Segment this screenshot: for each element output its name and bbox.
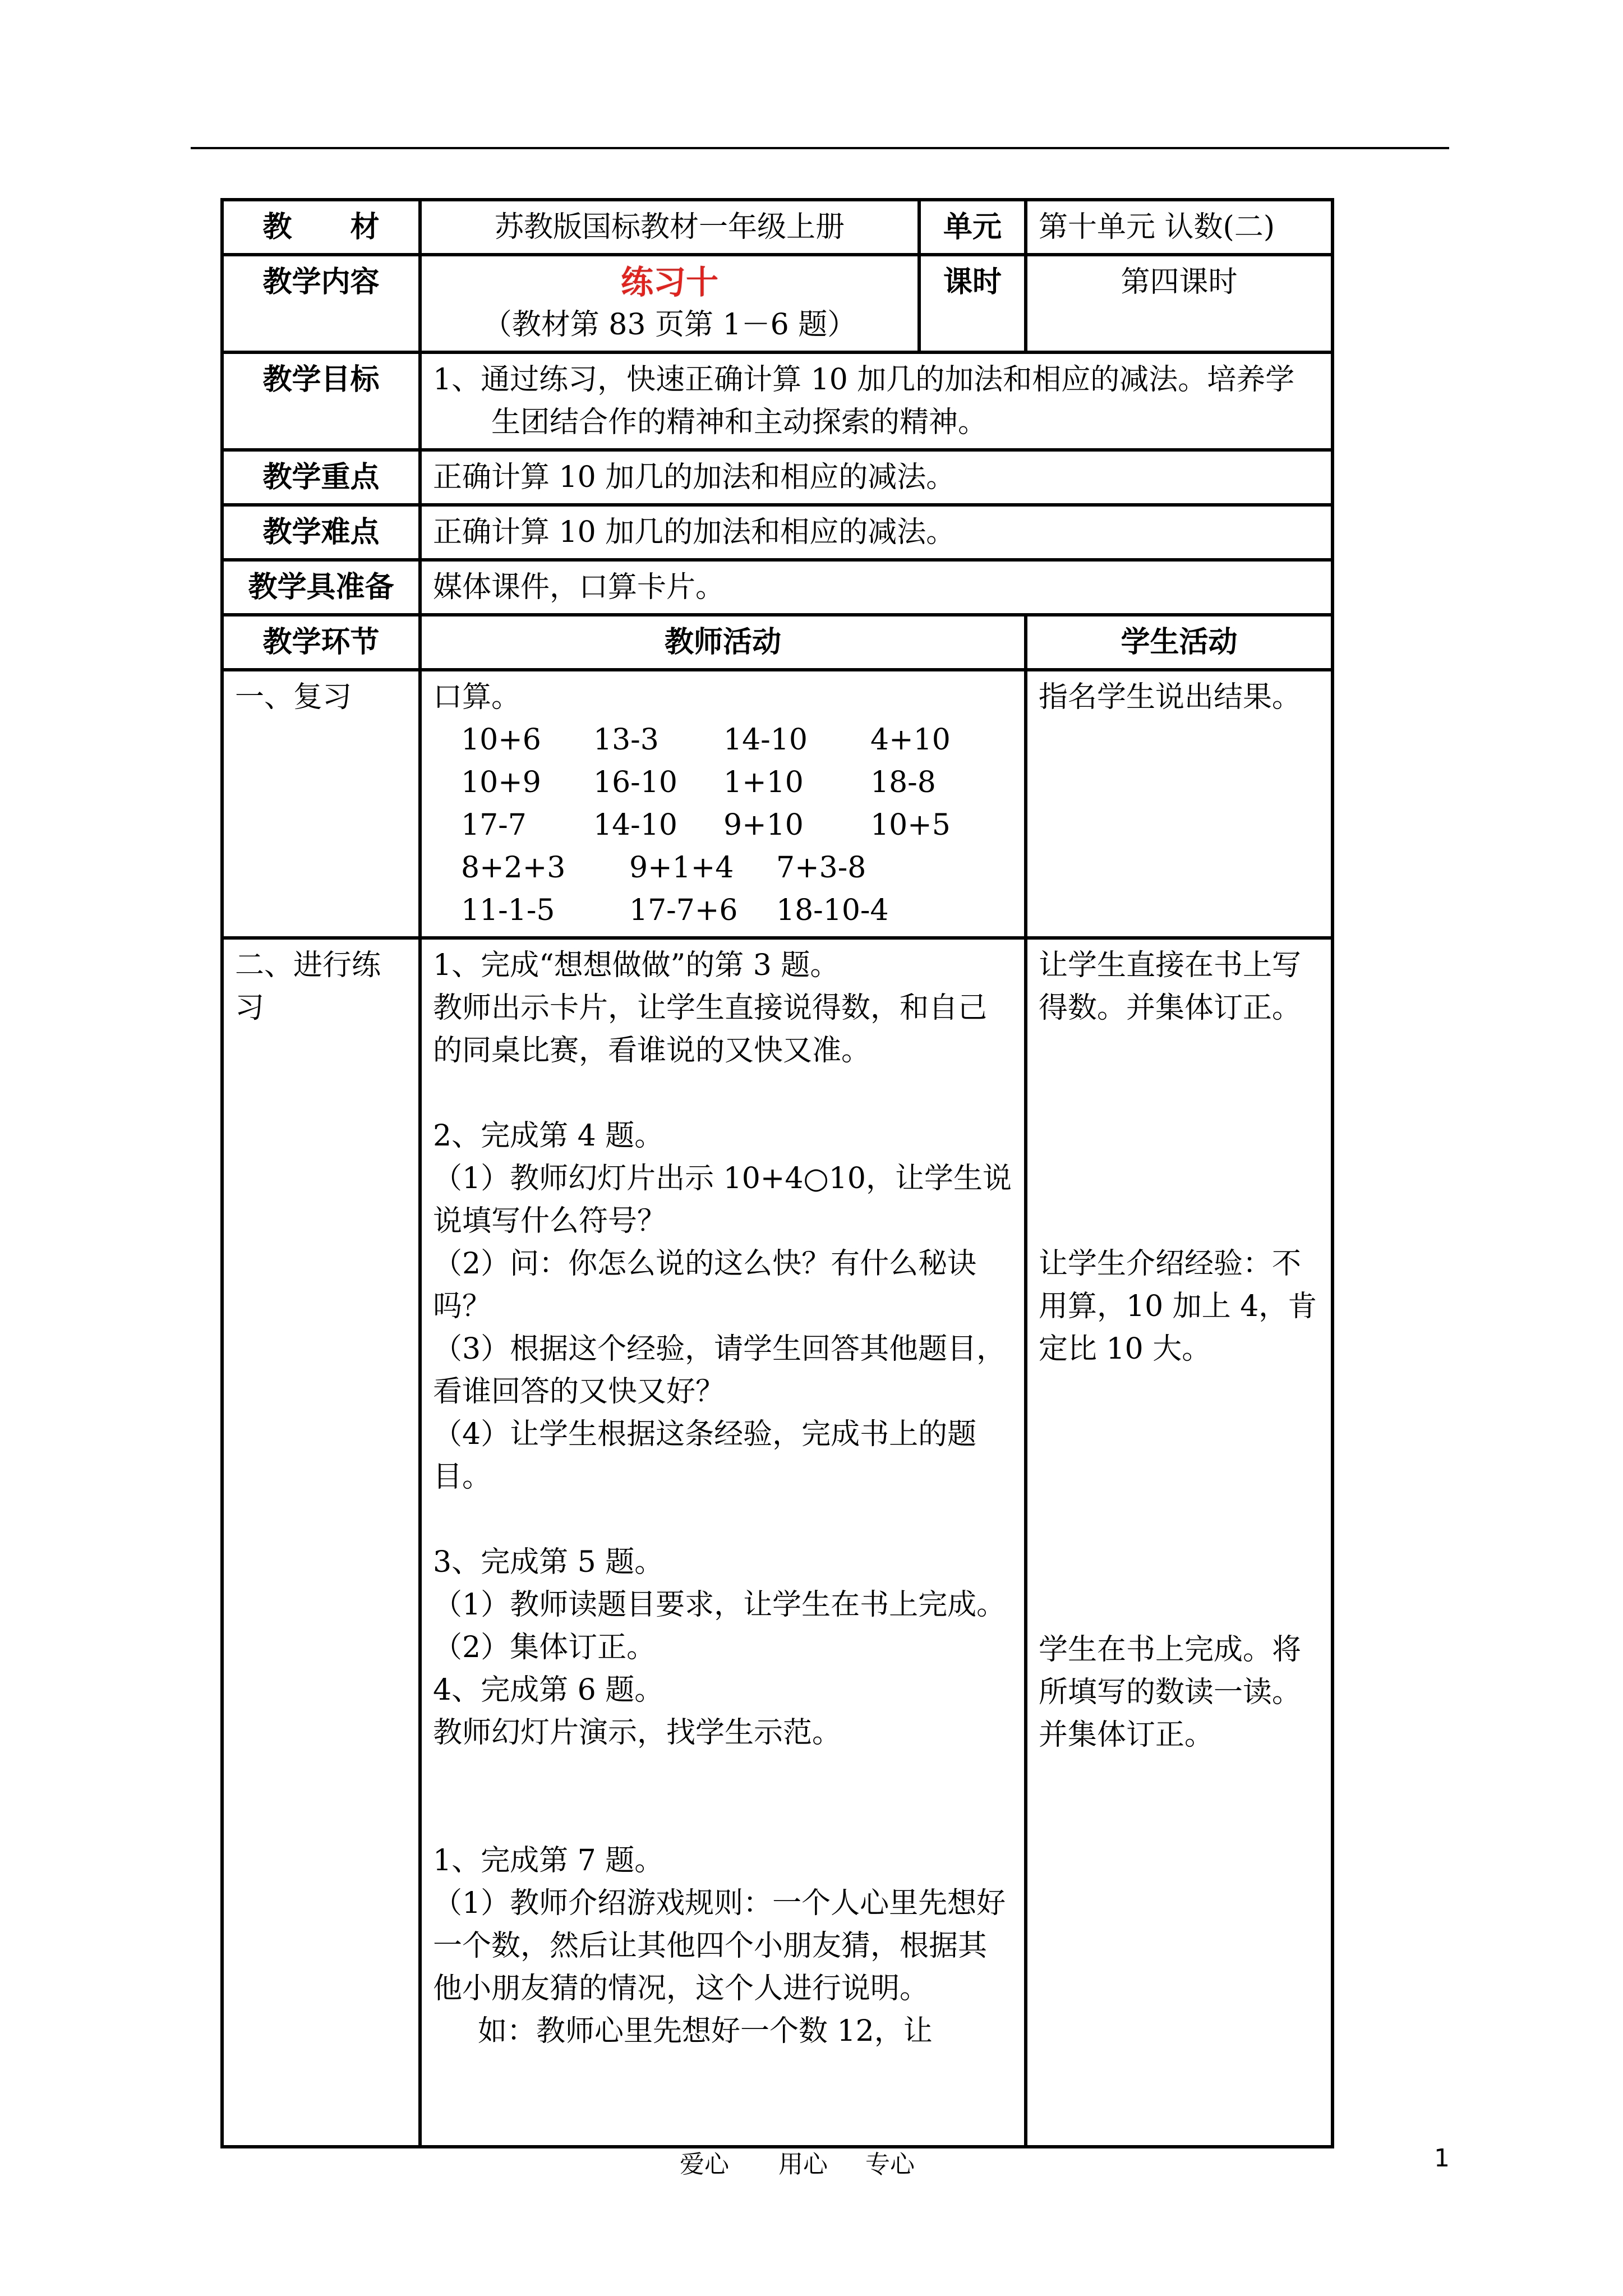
tools-value: 媒体课件，口算卡片。 xyxy=(420,560,1332,615)
calc-item: 4+10 xyxy=(870,723,951,757)
calc-row-2 xyxy=(433,761,1013,804)
footer-motto-2: 用心 xyxy=(778,2150,828,2179)
row-tools xyxy=(222,560,1332,615)
practice-line: （1）教师幻灯片出示 10+4○10，让学生说说填写什么符号？ xyxy=(433,1162,1012,1238)
col-student-header: 学生活动 xyxy=(1026,615,1332,670)
practice-line: （3）根据这个经验，请学生回答其他题目，看谁回答的又快又好？ xyxy=(433,1332,1006,1409)
student-note-2: 让学生介绍经验：不用算，10 加上 4，肯定比 10 大。 xyxy=(1039,1247,1317,1366)
practice-stage: 二、进行练习 xyxy=(222,938,420,2147)
practice-line: （4）让学生根据这条经验，完成书上的题目。 xyxy=(433,1418,977,1494)
period-value: 第四课时 xyxy=(1026,255,1332,352)
calc-item: 13-3 xyxy=(593,723,659,757)
goal-label: 教学目标 xyxy=(222,352,420,450)
unit-label: 单元 xyxy=(919,200,1026,255)
student-note-1: 让学生直接在书上写得数。并集体订正。 xyxy=(1039,949,1302,1025)
row-column-headers xyxy=(222,615,1332,670)
unit-value: 第十单元 认数(二) xyxy=(1026,200,1332,255)
tools-label: 教学具准备 xyxy=(222,560,420,615)
calc-row-5 xyxy=(433,889,1013,932)
calc-item: 9+1+4 xyxy=(629,851,734,885)
spacer xyxy=(433,1754,1013,1797)
review-intro: 口算。 xyxy=(433,680,521,714)
practice-line: 教师幻灯片演示，找学生示范。 xyxy=(433,1716,842,1750)
calc-item: 10+5 xyxy=(870,808,951,842)
key-label: 教学重点 xyxy=(222,450,420,505)
calc-item: 17-7 xyxy=(461,808,527,842)
calc-item: 9+10 xyxy=(723,808,804,842)
review-teacher xyxy=(420,670,1026,938)
col-stage-header: 教学环节 xyxy=(222,615,420,670)
calc-item: 18-8 xyxy=(870,766,936,799)
review-stage: 一、复习 xyxy=(222,670,420,938)
lesson-plan-table xyxy=(220,198,1334,2148)
content-label: 教学内容 xyxy=(222,255,420,352)
content-title: 练习十 xyxy=(620,263,718,301)
material-label: 教 材 xyxy=(222,200,420,255)
page-number: 1 xyxy=(1434,2144,1450,2173)
goal-value xyxy=(420,352,1332,450)
calc-item: 16-10 xyxy=(593,766,677,799)
row-difficult xyxy=(222,505,1332,560)
content-cell xyxy=(420,255,919,352)
practice-line: （1）教师介绍游戏规则：一个人心里先想好一个数，然后让其他四个小朋友猜，根据其他小朋友猜的情况，这个人进行说明。 xyxy=(433,1887,1006,2005)
header-rule xyxy=(191,147,1449,149)
practice-teacher xyxy=(420,938,1026,2147)
practice-line: （1）教师读题目要求，让学生在书上完成。 xyxy=(433,1588,1006,1622)
row-content xyxy=(222,255,1332,352)
practice-line: 3、完成第 5 题。 xyxy=(433,1545,664,1579)
spacer xyxy=(433,1498,1013,1541)
goal-text: 1、通过练习，快速正确计算 10 加几的加法和相应的减法。培养学生团结合作的精神和主动探索的精神。 xyxy=(433,363,1295,439)
col-teacher-header: 教师活动 xyxy=(420,615,1026,670)
calc-item: 14-10 xyxy=(723,723,808,757)
period-label: 课时 xyxy=(919,255,1026,352)
practice-line: （2）集体订正。 xyxy=(433,1631,656,1664)
calc-item: 1+10 xyxy=(723,766,804,799)
calc-item: 17-7+6 xyxy=(629,894,738,927)
calc-row-3 xyxy=(433,804,1013,846)
practice-line: 1、完成“想想做做”的第 3 题。 xyxy=(433,949,840,982)
row-goal xyxy=(222,352,1332,450)
calc-item: 10+6 xyxy=(461,723,541,757)
calc-item: 14-10 xyxy=(593,808,677,842)
calc-row-1 xyxy=(433,719,1013,761)
practice-line: 如：教师心里先想好一个数 12，让 xyxy=(478,2014,933,2048)
difficult-label: 教学难点 xyxy=(222,505,420,560)
spacer xyxy=(433,1072,1013,1115)
student-note-3: 学生在书上完成。将所填写的数读一读。并集体订正。 xyxy=(1039,1633,1302,1752)
spacer xyxy=(433,1797,1013,1839)
material-value: 苏教版国标教材一年级上册 xyxy=(420,200,919,255)
row-material xyxy=(222,200,1332,255)
row-review xyxy=(222,670,1332,938)
spacer xyxy=(1039,1370,1320,1628)
row-practice xyxy=(222,938,1332,2147)
content-subtitle: （教材第 83 页第 1－6 题） xyxy=(482,308,857,342)
difficult-value: 正确计算 10 加几的加法和相应的减法。 xyxy=(420,505,1332,560)
calc-item: 8+2+3 xyxy=(461,851,566,885)
calc-item: 10+9 xyxy=(461,766,541,799)
calc-item: 7+3-8 xyxy=(776,851,866,885)
key-value: 正确计算 10 加几的加法和相应的减法。 xyxy=(420,450,1332,505)
practice-student xyxy=(1026,938,1332,2147)
practice-line: 教师出示卡片，让学生直接说得数，和自己的同桌比赛，看谁说的又快又准。 xyxy=(433,991,988,1068)
spacer xyxy=(1039,1029,1320,1243)
review-student: 指名学生说出结果。 xyxy=(1026,670,1332,938)
row-key xyxy=(222,450,1332,505)
practice-line: 2、完成第 4 题。 xyxy=(433,1119,664,1153)
practice-line: 1、完成第 7 题。 xyxy=(433,1844,664,1878)
footer-motto-1: 爱心 xyxy=(680,2150,729,2179)
footer-motto-3: 专心 xyxy=(865,2150,915,2179)
calc-item: 18-10-4 xyxy=(776,894,889,927)
practice-line: 4、完成第 6 题。 xyxy=(433,1673,664,1707)
practice-line: （2）问：你怎么说的这么快？有什么秘诀吗？ xyxy=(433,1247,977,1323)
calc-item: 11-1-5 xyxy=(461,894,555,927)
calc-row-4 xyxy=(433,846,1013,889)
